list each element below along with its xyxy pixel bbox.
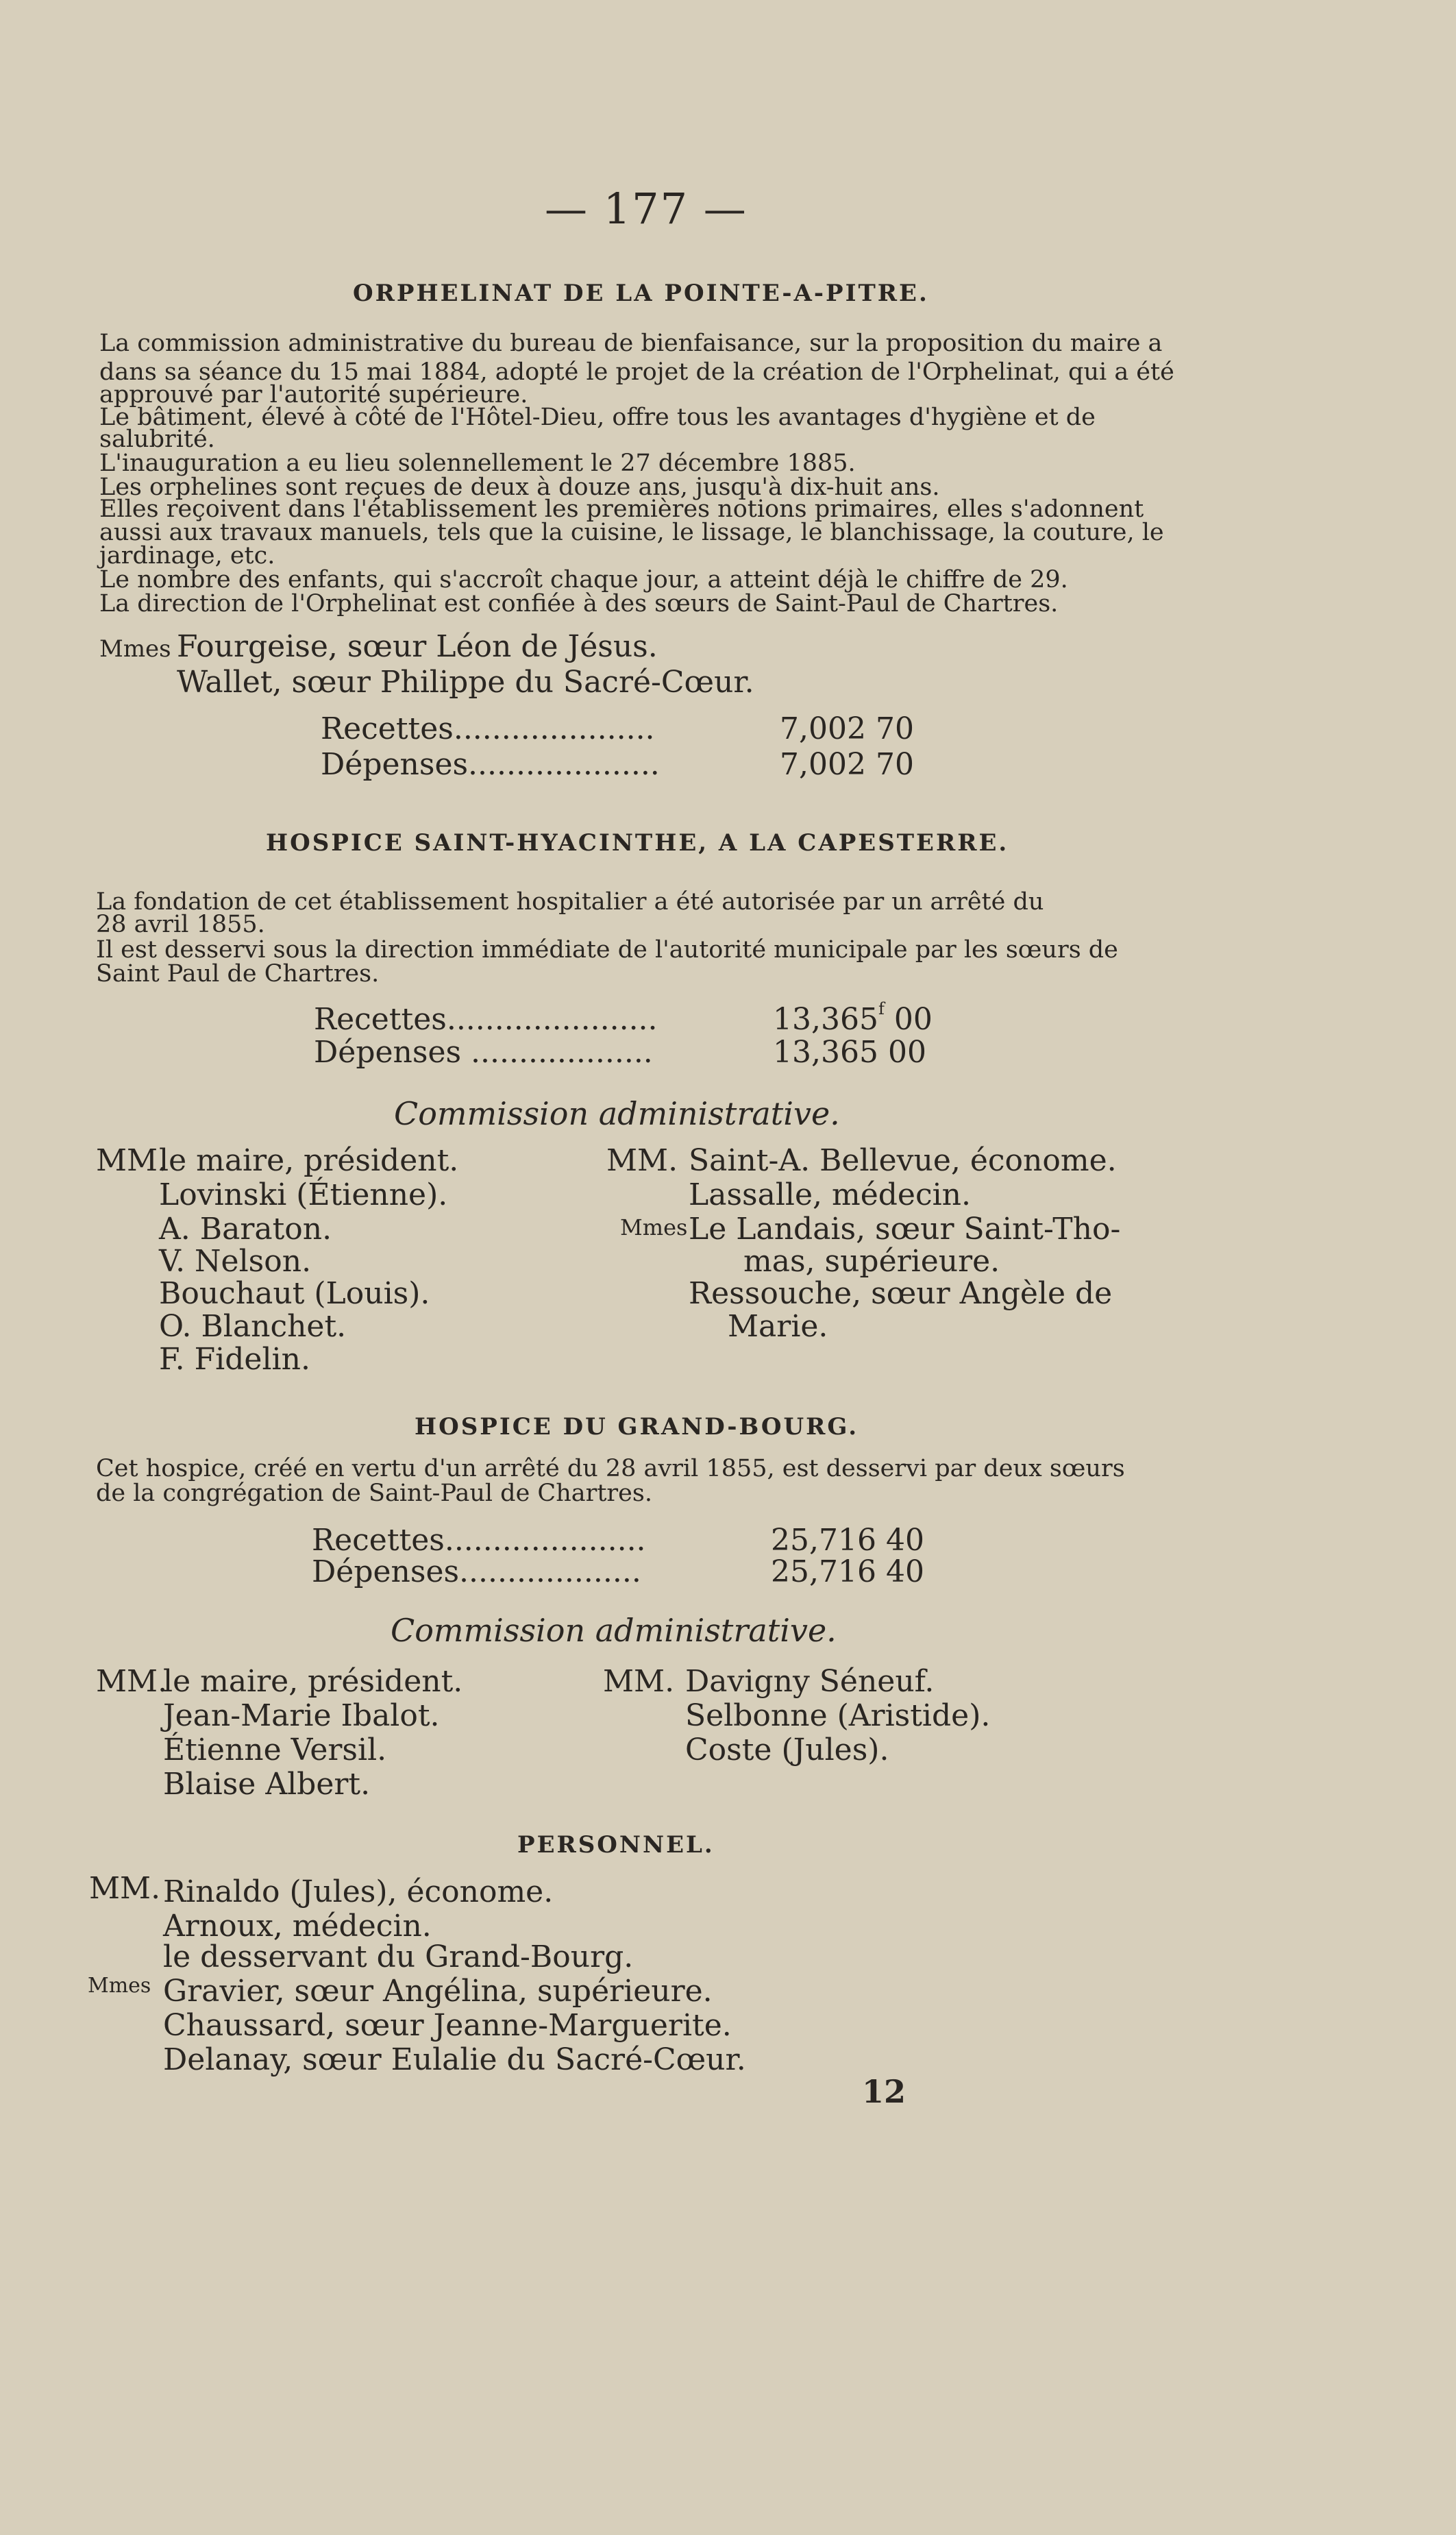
orphelinat-line-11: Le nombre des enfants, qui s'accroît chaque jour, a atteint déjà le chiffre de 29. <box>99 566 1068 593</box>
personnel-title: PERSONNEL. <box>517 1831 715 1859</box>
orphelinat-line-4: Le bâtiment, élevé à côté de l'Hôtel-Dieu, offre tous les avantages d'hygiène et de <box>99 404 1096 431</box>
st-hyacinthe-depenses: Dépenses ................... 13,365 00 <box>314 1035 926 1070</box>
grand-bourg-right-2: Selbonne (Aristide). <box>685 1698 991 1733</box>
st-hyacinthe-recettes: Recettes...................... 13,365$^f$ 00 <box>314 999 933 1037</box>
section-title-grand-bourg: HOSPICE DU GRAND-BOURG. <box>415 1413 859 1441</box>
grand-bourg-right-prefix: MM. <box>603 1664 675 1699</box>
grand-bourg-line-1: Cet hospice, créé en vertu d'un arrêté du 28 avril 1855, est desservi par deux sœurs <box>96 1455 1125 1482</box>
st-hyacinthe-right-6: Marie. <box>728 1309 828 1344</box>
personnel-2: Arnoux, médecin. <box>163 1909 432 1944</box>
orphelinat-line-2: dans sa séance du 15 mai 1884, adopté le projet de la création de l'Orphelinat, qui a été <box>99 358 1174 386</box>
st-hyacinthe-right-prefix-1: MM. <box>606 1143 678 1178</box>
st-hyacinthe-line-2: 28 avril 1855. <box>96 911 265 938</box>
orphelinat-line-6: L'inauguration a eu lieu solennellement le 27 décembre 1885. <box>99 450 856 477</box>
orphelinat-line-7: Les orphelines sont reçues de deux à douze ans, jusqu'à dix-huit ans. <box>99 474 940 501</box>
page-number: — 177 — <box>545 184 748 234</box>
grand-bourg-right-1: Davigny Séneuf. <box>685 1664 935 1699</box>
st-hyacinthe-right-5: Ressouche, sœur Angèle de <box>689 1276 1113 1311</box>
grand-bourg-left-1: le maire, président. <box>163 1664 463 1699</box>
orphelinat-staff-prefix: Mmes <box>99 635 171 663</box>
st-hyacinthe-left-2: Lovinski (Étienne). <box>159 1177 448 1212</box>
personnel-prefix-2: Mmes <box>88 1974 151 1998</box>
personnel-5: Chaussard, sœur Jeanne-Marguerite. <box>163 2008 732 2043</box>
grand-bourg-commission-title: Commission administrative. <box>391 1612 837 1649</box>
st-hyacinthe-line-4: Saint Paul de Chartres. <box>96 960 380 988</box>
personnel-1: Rinaldo (Jules), économe. <box>163 1874 554 1909</box>
personnel-6: Delanay, sœur Eulalie du Sacré-Cœur. <box>163 2042 746 2077</box>
grand-bourg-left-2: Jean-Marie Ibalot. <box>163 1698 440 1733</box>
personnel-3: le desservant du Grand-Bourg. <box>163 1939 634 1974</box>
st-hyacinthe-left-4: V. Nelson. <box>159 1244 312 1279</box>
personnel-prefix-1: MM. <box>89 1871 161 1906</box>
grand-bourg-line-2: de la congrégation de Saint-Paul de Chartres. <box>96 1480 652 1507</box>
grand-bourg-left-3: Étienne Versil. <box>163 1732 387 1767</box>
st-hyacinthe-left-3: A. Baraton. <box>159 1212 332 1247</box>
orphelinat-line-12: La direction de l'Orphelinat est confiée à des sœurs de Saint-Paul de Chartres. <box>99 590 1059 617</box>
st-hyacinthe-right-4: mas, supérieure. <box>743 1244 1000 1279</box>
grand-bourg-recettes: Recettes..................... 25,716 40 <box>312 1523 924 1558</box>
st-hyacinthe-left-prefix: MM. <box>96 1143 168 1178</box>
section-title-st-hyacinthe: HOSPICE SAINT-HYACINTHE, A LA CAPESTERRE. <box>266 829 1009 857</box>
orphelinat-line-5: salubrité. <box>99 426 215 453</box>
orphelinat-line-9: aussi aux travaux manuels, tels que la cuisine, le lissage, le blanchissage, la couture, le <box>99 519 1164 546</box>
orphelinat-staff-2: Wallet, sœur Philippe du Sacré-Cœur. <box>177 665 754 700</box>
orphelinat-line-8: Elles reçoivent dans l'établissement les premières notions primaires, elles s'adonnent <box>99 495 1144 523</box>
orphelinat-line-10: jardinage, etc. <box>99 542 275 570</box>
st-hyacinthe-right-3: Le Landais, sœur Saint-Tho- <box>689 1212 1121 1247</box>
st-hyacinthe-right-1: Saint-A. Bellevue, économe. <box>689 1143 1117 1178</box>
signature-mark: 12 <box>862 2073 906 2110</box>
orphelinat-line-1: La commission administrative du bureau de bienfaisance, sur la proposition du maire a <box>99 330 1163 357</box>
st-hyacinthe-line-3: Il est desservi sous la direction immédiate de l'autorité municipale par les sœurs de <box>96 936 1118 964</box>
st-hyacinthe-left-6: O. Blanchet. <box>159 1309 347 1344</box>
grand-bourg-depenses: Dépenses................... 25,716 40 <box>312 1554 924 1589</box>
st-hyacinthe-line-1: La fondation de cet établissement hospitalier a été autorisée par un arrêté du <box>96 888 1044 916</box>
orphelinat-depenses: Dépenses.................... 7,002 70 <box>321 747 914 782</box>
orphelinat-recettes: Recettes..................... 7,002 70 <box>321 711 914 746</box>
st-hyacinthe-left-5: Bouchaut (Louis). <box>159 1276 430 1311</box>
st-hyacinthe-right-2: Lassalle, médecin. <box>689 1177 972 1212</box>
st-hyacinthe-commission-title: Commission administrative. <box>394 1095 840 1132</box>
orphelinat-line-3: approuvé par l'autorité supérieure. <box>99 381 528 408</box>
section-title-orphelinat: ORPHELINAT DE LA POINTE-A-PITRE. <box>353 280 929 307</box>
orphelinat-staff-1: Fourgeise, sœur Léon de Jésus. <box>177 629 658 664</box>
st-hyacinthe-right-prefix-2: Mmes <box>620 1214 688 1240</box>
st-hyacinthe-left-1: le maire, président. <box>159 1143 459 1178</box>
st-hyacinthe-left-7: F. Fidelin. <box>159 1342 310 1377</box>
personnel-4: Gravier, sœur Angélina, supérieure. <box>163 1974 713 2009</box>
grand-bourg-left-4: Blaise Albert. <box>163 1767 371 1802</box>
grand-bourg-left-prefix: MM. <box>96 1664 168 1699</box>
grand-bourg-right-3: Coste (Jules). <box>685 1732 889 1767</box>
